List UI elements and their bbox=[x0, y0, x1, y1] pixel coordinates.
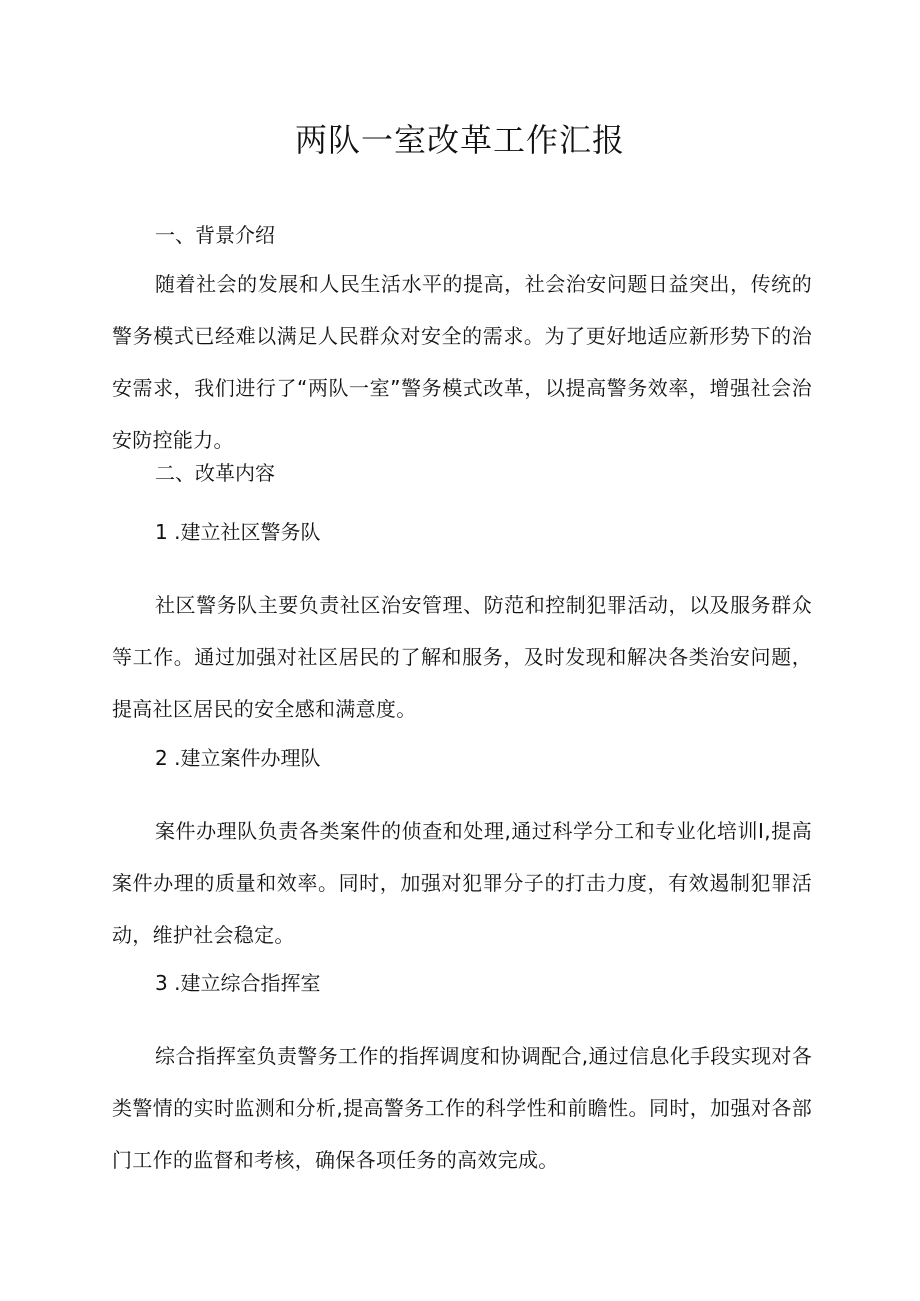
section-heading-reform-content: 二、改革内容 bbox=[155, 461, 275, 485]
section-heading-background: 一、背景介绍 bbox=[155, 223, 275, 247]
subheading-case-handling: 2 .建立案件办理队 bbox=[155, 746, 321, 770]
paragraph-command-room: 综合指挥室负责警务工作的指挥调度和协调配合,通过信息化手段实现对各类警情的实时监测和分析,提高警务工作的科学性和前瞻性。同时，加强对各部门工作的监督和考核，确保各项任务的高效完成。 bbox=[112, 1044, 812, 1172]
paragraph-background: 随着社会的发展和人民生活水平的提高，社会治安问题日益突出，传统的警务模式已经难以满足人民群众对安全的需求。为了更好地适应新形势下的治安需求，我们进行了“两队一室”警务模式改革，以提高警务效率，增强社会治安防控能力。 bbox=[112, 272, 812, 452]
paragraph-community-police: 社区警务队主要负责社区治安管理、防范和控制犯罪活动，以及服务群众等工作。通过加强对社区居民的了解和服务，及时发现和解决各类治安问题，提高社区居民的安全感和满意度。 bbox=[112, 593, 812, 721]
paragraph-case-handling: 案件办理队负责各类案件的侦查和处理,通过科学分工和专业化培训I,提高案件办理的质量和效率。同时，加强对犯罪分子的打击力度，有效遏制犯罪活动，维护社会稳定。 bbox=[112, 819, 812, 947]
document-title: 两队一室改革工作汇报 bbox=[294, 121, 625, 159]
subheading-community-police: 1 .建立社区警务队 bbox=[155, 520, 321, 544]
subheading-command-room: 3 .建立综合指挥室 bbox=[155, 971, 321, 995]
